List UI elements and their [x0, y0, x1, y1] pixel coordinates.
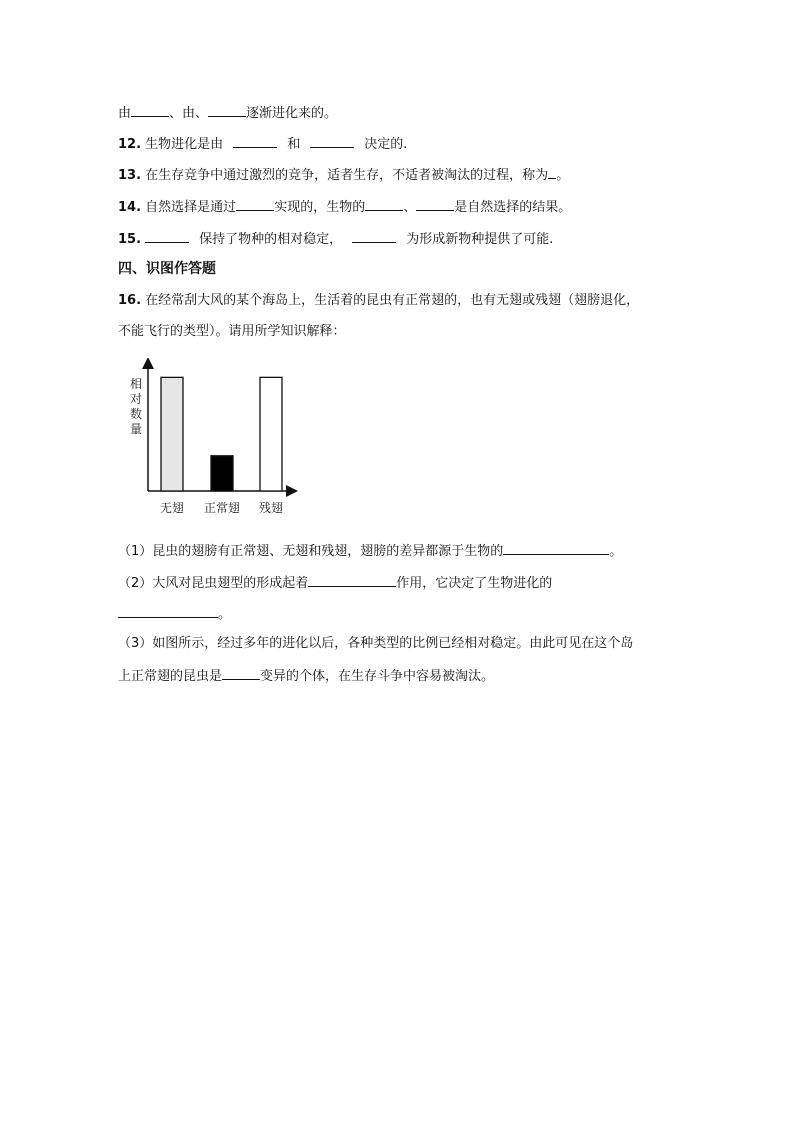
question-12 — [118, 133, 407, 155]
answer-blank — [310, 133, 354, 148]
text: 由 — [118, 106, 132, 121]
text: 保持了物种的相对稳定， — [199, 232, 343, 247]
question-number: 15. — [118, 232, 142, 247]
question-16-line2: 不能飞行的类型）。请用所学知识解释： — [118, 324, 346, 339]
y-axis-label-char: 对 — [129, 392, 143, 406]
bar-chart — [126, 358, 306, 523]
y-axis-label — [130, 376, 142, 436]
text: 和 — [287, 137, 301, 152]
sub-question-2-cont — [118, 603, 231, 625]
text: 实现的，生物的 — [274, 200, 366, 215]
sub-question-3-line2 — [118, 665, 494, 687]
section-heading: 四、识图作答题 — [118, 261, 216, 277]
answer-blank — [208, 102, 246, 117]
text: 逐渐进化来的。 — [246, 106, 338, 121]
answer-blank — [548, 164, 556, 179]
text: 生物进化是由 — [145, 137, 224, 152]
text: 作用，它决定了生物进化的 — [396, 576, 553, 591]
text: 为形成新物种提供了可能. — [406, 232, 554, 247]
answer-blank — [145, 228, 189, 243]
y-axis-label-char: 相 — [129, 377, 143, 391]
x-tick-label: 无翅 — [159, 501, 185, 515]
answer-blank — [416, 196, 454, 211]
question-15 — [118, 228, 553, 250]
text: （1）昆虫的翅膀有正常翅、无翅和残翅，翅膀的差异都源于生物的 — [118, 544, 504, 559]
question-13 — [118, 164, 569, 186]
answer-blank — [131, 102, 169, 117]
y-axis-label-char: 数 — [129, 407, 143, 421]
text: 。 — [609, 544, 623, 559]
text: （2）大风对昆虫翅型的形成起着 — [118, 576, 309, 591]
text: 变异的个体，在生存斗争中容易被淘汰。 — [260, 669, 495, 684]
answer-blank — [233, 133, 277, 148]
text: 自然选择是通过 — [145, 200, 237, 215]
text: 。 — [556, 168, 570, 183]
sub-question-2 — [118, 572, 552, 594]
answer-blank — [503, 540, 609, 555]
x-tick-label: 残翅 — [258, 501, 284, 515]
question-number: 14. — [118, 200, 142, 215]
text: 在经常刮大风的某个海岛上，生活着的昆虫有正常翅的，也有无翅或残翅（翅膀退化， — [145, 293, 640, 308]
text: 决定的. — [364, 137, 408, 152]
bar-1 — [161, 377, 183, 491]
question-number: 16. — [118, 293, 142, 308]
text: 上正常翅的昆虫是 — [118, 669, 223, 684]
bar-3 — [260, 377, 282, 491]
text: 、由、 — [169, 106, 209, 121]
answer-blank — [352, 228, 396, 243]
text: 在生存竞争中通过激烈的竞争，适者生存，不适者被淘汰的过程，称为 — [145, 168, 549, 183]
answer-blank — [308, 572, 396, 587]
question-number: 13. — [118, 168, 142, 183]
sub-question-3-line1: （3）如图所示，经过多年的进化以后，各种类型的比例已经相对稳定。由此可见在这个岛 — [118, 636, 634, 651]
question-14 — [118, 196, 571, 218]
answer-blank — [365, 196, 403, 211]
question-number: 12. — [118, 137, 142, 152]
sub-question-1 — [118, 540, 622, 562]
text: 、 — [403, 200, 417, 215]
answer-blank — [118, 603, 218, 618]
bar-2 — [211, 456, 233, 491]
answer-blank — [236, 196, 274, 211]
y-axis-label-char: 量 — [129, 422, 143, 436]
text: 。 — [218, 607, 232, 622]
x-tick-label: 正常翅 — [203, 501, 241, 515]
answer-blank — [222, 665, 260, 680]
text: 是自然选择的结果。 — [454, 200, 572, 215]
question-16-line1 — [118, 291, 639, 311]
question-11-continuation — [118, 102, 337, 124]
